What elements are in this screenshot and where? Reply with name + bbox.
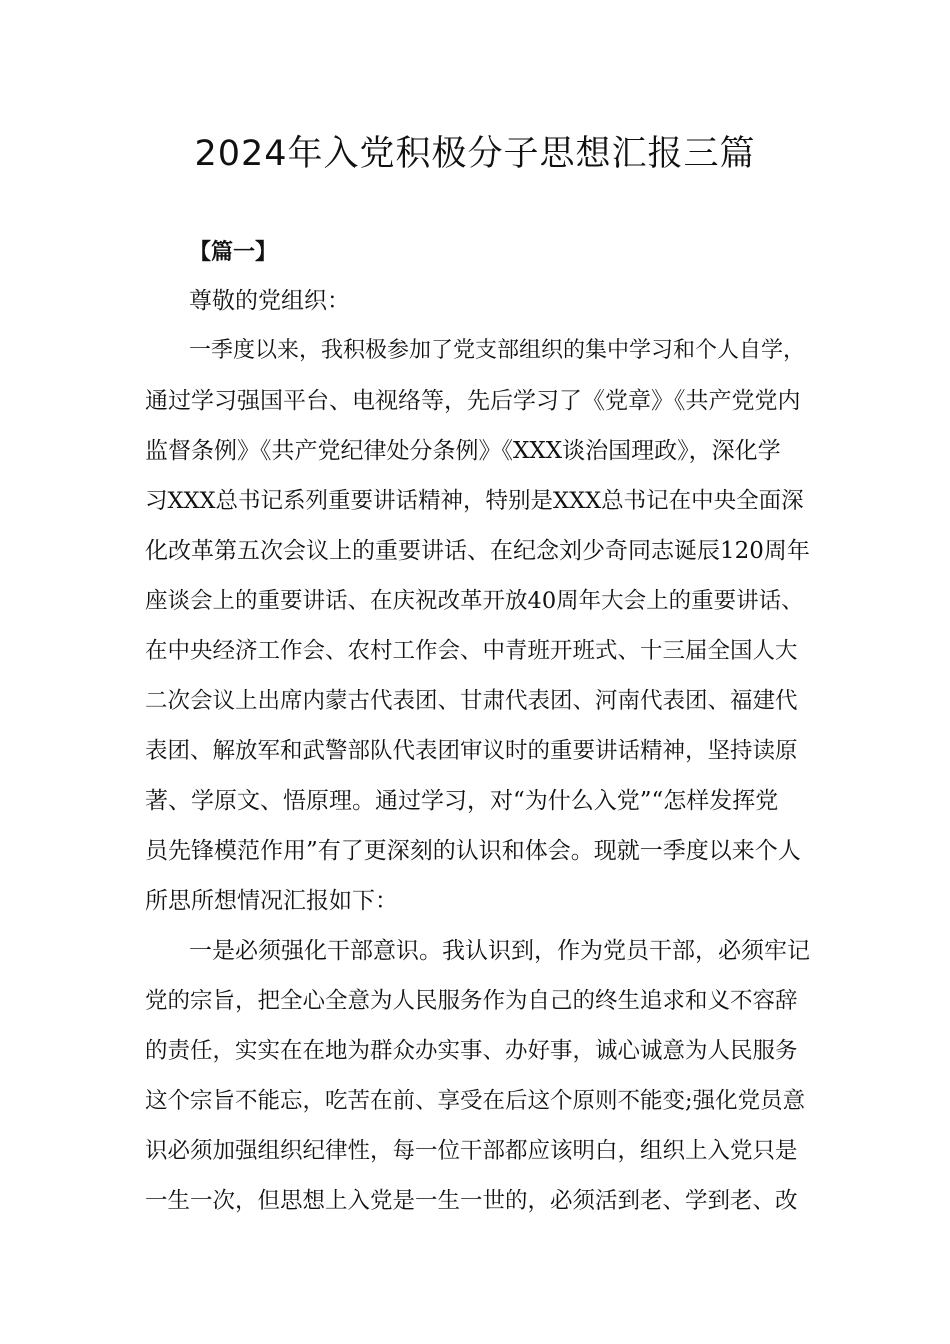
paragraph2-line: 这个宗旨不能忘，吃苦在前、享受在后这个原则不能变;强化党员意 xyxy=(145,1088,806,1114)
paragraph2-line: 的责任，实实在在地为群众办实事、办好事，诚心诚意为人民服务 xyxy=(145,1038,798,1064)
paragraph1-line: 二次会议上出席内蒙古代表团、甘肃代表团、河南代表团、福建代 xyxy=(145,688,798,714)
paragraph1-line: 座谈会上的重要讲话、在庆祝改革开放40周年大会上的重要讲话、 xyxy=(145,588,804,614)
paragraph1-line: 一季度以来，我积极参加了党支部组织的集中学习和个人自学， xyxy=(189,338,806,363)
paragraph1-line: 化改革第五次会议上的重要讲话、在纪念刘少奇同志诞辰120周年 xyxy=(145,538,810,564)
paragraph1-line: 在中央经济工作会、农村工作会、中青班开班式、十三届全国人大 xyxy=(145,638,798,664)
paragraph1-line: 员先锋模范作用”有了更深刻的认识和体会。现就一季度以来个人 xyxy=(145,838,801,864)
paragraph1-line: 习XXX总书记系列重要讲话精神，特别是XXX总书记在中央全面深 xyxy=(145,488,804,514)
paragraph1-line: 著、学原文、悟原理。通过学习，对“为什么入党”“怎样发挥党 xyxy=(145,788,779,814)
paragraph1-line: 通过学习强国平台、电视络等，先后学习了《党章》《共产党党内 xyxy=(145,388,801,414)
paragraph1-line: 监督条例》《共产党纪律处分条例》《XXX谈治国理政》，深化学 xyxy=(145,438,781,464)
paragraph2-line: 党的宗旨，把全心全意为人民服务作为自己的终生追求和义不容辞 xyxy=(145,988,798,1014)
paragraph2-line: 一是必须强化干部意识。我认识到，作为党员干部，必须牢记 xyxy=(189,938,810,964)
paragraph1-line: 所思所想情况汇报如下： xyxy=(145,888,398,914)
section-label: 【篇一】 xyxy=(189,239,278,265)
paragraph1-line: 表团、解放军和武警部队代表团审议时的重要讲话精神，坚持读原 xyxy=(145,738,798,764)
document-title: 2024年入党积极分子思想汇报三篇 xyxy=(194,134,756,174)
salutation: 尊敬的党组织： xyxy=(189,288,350,314)
paragraph2-line: 一生一次，但思想上入党是一生一世的，必须活到老、学到老、改 xyxy=(145,1188,798,1214)
paragraph2-line: 识必须加强组织纪律性，每一位干部都应该明白，组织上入党只是 xyxy=(145,1138,798,1164)
